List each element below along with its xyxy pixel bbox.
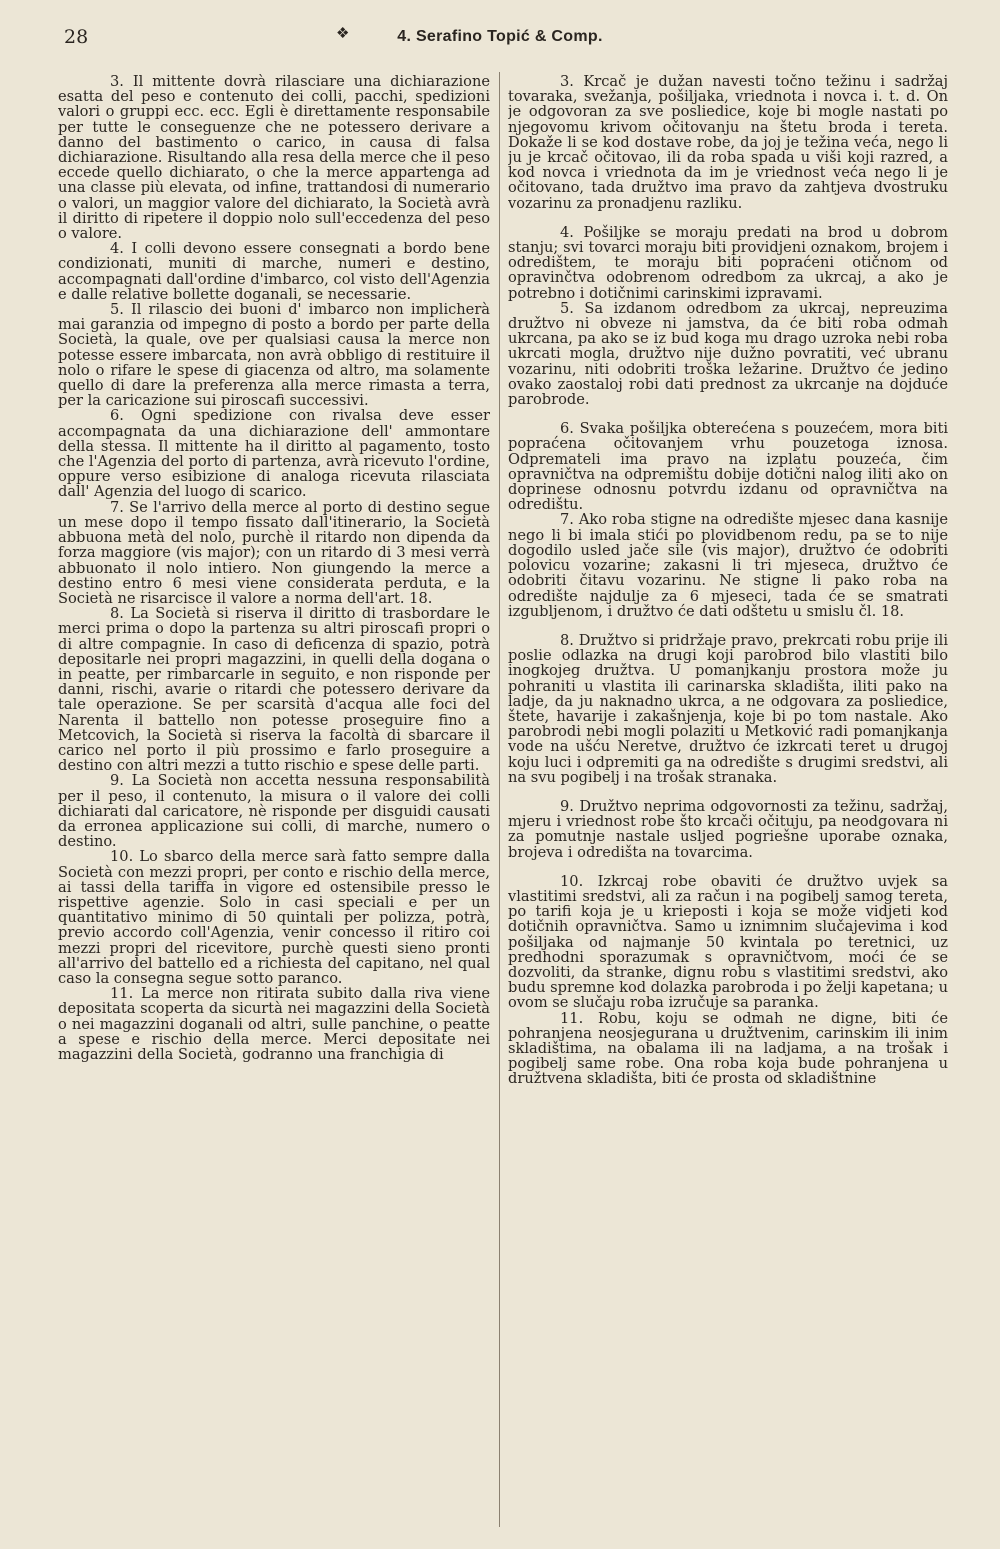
italian-paragraph-3: 3. Il mittente dovrà rilasciare una dichiarazione esatta del peso e contenuto dei colli, pacchi, spedizioni valori o gruppi ecc. ecc. Egli è direttamente responsabile per tutte le conseguenze che ne potessero derivare a danno del bastimento o carico, in causa di falsa dichiarazione. Risultando alla resa della merce che il peso eccede quello dichiarato, o che la merce appartenga ad una classe più elevata, od infine, trattandosi di numerario o valori, un maggior valore del dichiarato, la Società avrà il diritto di ripetere il doppio nolo sull'eccedenza del peso o valore.: [58, 74, 490, 243]
ornament-icon: ❖: [336, 24, 350, 42]
running-title: 4. Serafino Topić & Comp.: [397, 28, 603, 45]
column-divider: [499, 72, 500, 1527]
croatian-paragraph-9: 9. Družtvo neprima odgovornosti za težinu, sadržaj, mjeru i vriednost robe što krcači očituju, pa neodgovara ni za pomutnje nastale usljed pogriešne uporabe oznaka, brojeva i odredišta na tovarcima.: [508, 797, 948, 861]
croatian-paragraph-3: 3. Krcač je dužan navesti točno težinu i sadržaj tovaraka, svežanja, pošiljaka, vriednota i novca i. t. d. On je odgovoran za sve posliedice, koje bi mogle nastati po njegovomu krivom očitovanju na štetu broda i tereta. Dokaže li se kod dostave robe, da joj je težina veća, nego li ju je krcač očitovao, ili da roba spada u viši koji razred, a kod novca i vriednota da im je vriednost veća nego li je očitovano, tada družtvo ima pravo da zahtjeva dvostruku vozarinu za pronadjenu razliku.: [508, 74, 948, 212]
italian-paragraph-11: 11. La merce non ritirata subito dalla riva viene depositata scoperta da sicurtà nei magazzini della Società o nei magazzini doganali od altri, sulle panchine, o peatte a spese e rischio della merce. Merci depositate nei magazzini della Società, godranno una franchigia di: [58, 985, 490, 1063]
italian-paragraph-10: 10. Lo sbarco della merce sarà fatto sempre dalla Società con mezzi propri, per conto e rischio della merce, ai tassi della tariffa in vigore ed ostensibile presso le rispettive agenzie. Solo in casi speciali e per un quantitativo minimo di 50 quintali per polizza, potrà, previo accordo coll'Agenzia, venir concesso il ritiro coi mezzi propri del ricevitore, purchè questi sieno pronti all'arrivo del battello ed a richiesta del capitano, nel qual caso la consegna segue sotto paranco.: [58, 848, 490, 987]
page-number: 28: [64, 26, 89, 48]
croatian-column: [508, 74, 948, 1529]
italian-paragraph-7: 7. Se l'arrivo della merce al porto di destino segue un mese dopo il tempo fissato dall'itinerario, la Società abbuona metà del nolo, purchè il ritardo non dipenda da forza maggiore (vis major); con un ritardo di 3 mesi verrà abbuonato il nolo intiero. Non giungendo la merce a destino entro 6 mesi viene considerata perduta, e la Società ne risarcisce il valore a norma dell'art. 18.: [58, 498, 490, 607]
croatian-paragraph-4: 4. Pošiljke se moraju predati na brod u dobrom stanju; svi tovarci moraju biti providjeni oznakom, brojem i odredištem, te moraju biti popraćeni otičnom od opravinčtva odobrenom odredbom za ukrcaj, a ako je potrebno i dotičnimi carinskimi izpravami.: [508, 223, 948, 302]
italian-column: [58, 74, 490, 1529]
croatian-paragraph-10: 10. Izkrcaj robe obaviti će družtvo uvjek sa vlastitimi sredstvi, ali za račun i na pogibelj samog tereta, po tarifi koja je u krieposti i koja se može vidjeti kod dotičnih opravničtva. Samo u iznimnim slučajevima i kod pošiljaka od najmanje 50 kvintala po teretnici, uz predhodni sporazumak s opravničtvom, moći će se dozvoliti, da stranke, dignu robu s vlastitimi sredstvi, ako budu spremne kod dolazka parobroda i po želji kapetana; u ovom se slučaju roba izručuje sa paranka.: [508, 872, 948, 1012]
croatian-paragraph-11: 11. Robu, koju se odmah ne digne, biti će pohranjena neosjegurana u družtvenim, carinskim ili inim skladištima, na obalama ili na ladjama, a na trošak i pogibelj same robe. Ona roba koja bude pohranjena u družtvena skladišta, biti će prosta od skladištnine: [508, 1009, 948, 1088]
page-header: [64, 26, 936, 54]
italian-paragraph-8: 8. La Società si riserva il diritto di trasbordare le merci prima o dopo la partenza su altri piroscafi propri o di altre compagnie. In caso di deficenza di spazio, potrà depositarle nei propri magazzini, in quelli della dogana o in peatte, per rimbarcarle in seguito, e non risponde per danni, rischi, avarie o ritardi che potessero derivare da tale operazione. Se per scarsità d'acqua alle foci del Narenta il battello non potesse proseguire fino a Metcovich, la Società si riserva la facoltà di sbarcare il carico nel porto il più prossimo e farlo proseguire a destino con altri mezzi a tutto rischio e spese delle parti.: [58, 605, 490, 775]
croatian-paragraph-6: 6. Svaka pošiljka obterećena s pouzećem, mora biti popraćena očitovanjem vrhu pouzetoga iznosa. Odpremateli ima pravo na izplatu pouzeća, čim opravničtva na odpremištu dobije dotični nalog iliti ako on doprinese odnosnu potvrdu izdanu od opravničtva na odredištu.: [508, 420, 948, 514]
italian-paragraph-4: 4. I colli devono essere consegnati a bordo bene condizionati, muniti di marche, numeri e destino, accompagnati dall'ordine d'imbarco, col visto dell'Agenzia e dalle relative bollette doganali, se necessarie.: [58, 240, 490, 303]
italian-paragraph-9: 9. La Società non accetta nessuna responsabilità per il peso, il contenuto, la misura o il valore dei colli dichiarati dal caricatore, nè risponde per disguidi causati da erronea applicazione sui colli, di marche, numero o destino.: [58, 772, 490, 851]
italian-paragraph-6: 6. Ogni spedizione con rivalsa deve esser accompagnata da una dichiarazione dell' ammontare della stessa. Il mittente ha il diritto al pagamento, tosto che l'Agenzia del porto di partenza, avrà ricevuto l'ordine, oppure verso esibizione di analoga ricevuta rilasciata dall' Agenzia del luogo di scarico.: [58, 407, 490, 501]
croatian-paragraph-5: 5. Sa izdanom odredbom za ukrcaj, nepreuzima družtvo ni obveze ni jamstva, da će biti roba odmah ukrcana, pa ako se iz bud koga mu drago uzroka nebi roba ukrcati mogla, družtvo nije dužno povratiti, već ubranu vozarinu, niti odobriti troška ležarine. Družtvo će jedino ovako zaostaloj robi dati prednost za ukrcanje na dojduće parobrode.: [508, 299, 948, 409]
croatian-paragraph-8: 8. Družtvo si pridržaje pravo, prekrcati robu prije ili poslie odlazka na drugi koji parobrod bilo vlastiti bilo inogkojeg družtva. U pomanjkanju prostora može ju pohraniti u vlastita ili carinarska skladišta, iliti pako na ladje, da ju naknadno ukrca, a ne odgovara za posliedice, štete, havarije i zakašnjenja, koje bi po tom nastale. Ako parobrodi nebi mogli polaziti u Metković radi pomanjkanja vode na ušću Neretve, družtvo će izkrcati teret u drugoj koju luci i odpremiti ga na odredište s drugimi sredstvi, ali na svu pogibelj i na trošak stranaka.: [508, 631, 948, 786]
italian-paragraph-5: 5. Il rilascio dei buoni d' imbarco non implicherà mai garanzia od impegno di posto a bordo per parte della Società, la quale, ove per qualsiasi causa la merce non potesse essere imbarcata, non avrà obbligo di restituire il nolo o rifare le spese di giacenza od altro, ma solamente quello di dare la preferenza alla merce rimasta a terra, per la caricazione sui piroscafi successivi.: [58, 301, 490, 410]
croatian-paragraph-7: 7. Ako roba stigne na odredište mjesec dana kasnije nego li bi imala stići po plovidbenom redu, pa se to nije dogodilo usled jače sile (vis major), družtvo će odobriti polovicu vozarine; zakasni li tri mjeseca, družtvo će odobriti čitavu vozarinu. Ne stigne li pako roba na odredište najdulje za 6 mjeseci, tada će se smatrati izgubljenom, i družtvo će dati odštetu u smislu čl. 18.: [508, 511, 948, 620]
